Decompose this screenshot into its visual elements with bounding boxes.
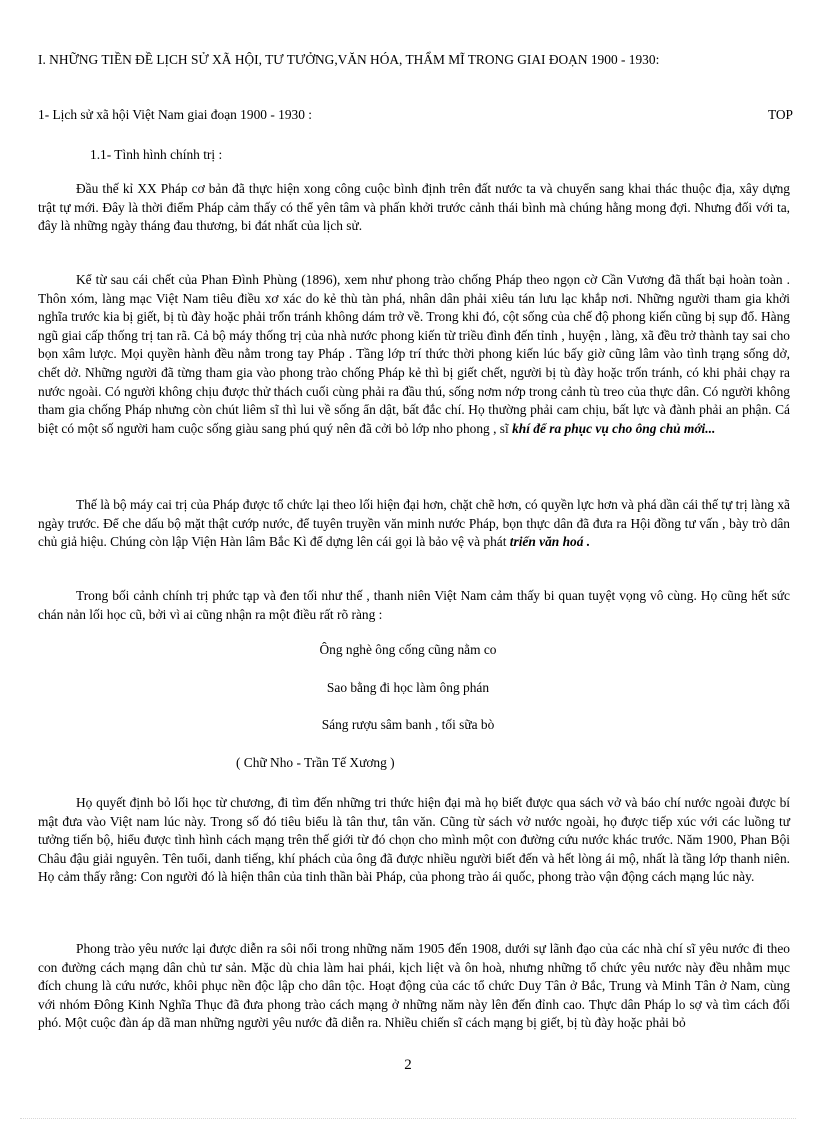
paragraph-4 bbox=[38, 587, 790, 624]
paragraph-2-text: Kể từ sau cái chết của Phan Đình Phùng (1896), xem như phong trào chống Pháp theo ngọn cờ Cần Vương đã thất bại hoàn toàn . Thôn xóm, làng mạc Việt Nam tiêu điều xơ xác do kẻ thù tàn phá, nhân dân phải xiêu tán lưu lạc khắp nơi. Những người tham gia khởi nghĩa trước kia bị giết, bị tù đày hoặc phải trốn tránh không dám trở về. Trong khi đó, cột sống của chế độ phong kiến cũng bị sụp đổ. Hàng ngũ giai cấp thống trị tan rã. Cả bộ máy thống trị của nhà nước phong kiến từ triều đình đến tỉnh , huyện , làng, xã đều trở thành tay sai cho bọn xâm lược. Mọi quyền hành đều nằm trong tay Pháp . Tầng lớp trí thức thời phong kiến lúc bấy giờ cũng lâm vào tình trạng sống dở, chết dở. Những người đã từng tham gia vào phong trào chống Pháp kẻ thì bị giết chết, người bị tù đày hoặc trốn tránh, có khi phải chạy ra nước ngoài. Có người không chịu được thử thách cuối cùng phải ra đầu thú, sống nơm nớp trong cảnh tù treo của thực dân. Có người không tham gia chống Pháp nhưng còn chút liêm sĩ thì lui về sống ẩn dật, bất đắc chí. Họ thường phải cam chịu, bất lực và đành phải an phận. Cá biệt có một số người ham cuộc sống giàu sang phú quý nên đã cởi bỏ lớp nho phong , sĩ bbox=[38, 272, 790, 436]
paragraph-5 bbox=[38, 794, 790, 887]
paragraph-6 bbox=[38, 940, 790, 1033]
paragraph-3 bbox=[38, 496, 790, 552]
paragraph-1 bbox=[38, 180, 790, 236]
poem-citation: ( Chữ Nho - Trần Tế Xương ) bbox=[236, 755, 395, 770]
poem-line-1: Ông nghè ông cống cũng nằm co bbox=[319, 642, 497, 657]
section-heading: I. NHỮNG TIỀN ĐỀ LỊCH SỬ XÃ HỘI, TƯ TƯỞNG,VĂN HÓA, THẨM MĨ TRONG GIAI ĐOẠN 1900 - 1930: bbox=[38, 52, 660, 67]
page-bottom-divider bbox=[20, 1118, 796, 1119]
paragraph-5-text: Họ quyết định bỏ lối học từ chương, đi tìm đến những tri thức hiện đại mà họ biết được qua sách vở và báo chí nước ngoài được bí mật đưa vào Việt nam lúc này. Trong số đó tiêu biểu là tân thư, tân văn. Cũng từ sách vở nước ngoài, họ được tiếp xúc với các luồng tư tưởng tiến bộ, hiểu được tình hình cách mạng trên thế giới từ đó chọn cho mình một con đường cứu nước khác trước. Năm 1900, Phan Bội Châu đậu giải nguyên. Tên tuổi, danh tiếng, khí phách của ông đã được nhiều người biết đến và hết lòng ái mộ, nhất là tầng lớp thanh niên. Họ cảm thấy rằng: Con người đó là hiện thân của tinh thần bài Pháp, của phong trào ái quốc, phong trào vận động cách mạng lúc này. bbox=[38, 795, 790, 885]
paragraph-2-emphasis: khí để ra phục vụ cho ông chủ mới... bbox=[512, 420, 716, 436]
poem-line-2: Sao bằng đi học làm ông phán bbox=[326, 680, 490, 695]
paragraph-1-text: Đầu thế kỉ XX Pháp cơ bản đã thực hiện xong công cuộc bình định trên đất nước ta và chuyển sang khai thác thuộc địa, xây dựng trật tự mới. Đây là thời điểm Pháp cảm thấy có thể yên tâm và phấn khởi trước cảnh thái bình mà chúng hằng mong đợi. Nhưng đối với ta, đây là những ngày tháng đau thương, bi đát nhất của lịch sử. bbox=[38, 181, 790, 234]
subsection-title: 1- Lịch sử xã hội Việt Nam giai đoạn 1900 - 1930 : bbox=[38, 107, 312, 122]
paragraph-2 bbox=[38, 271, 790, 438]
paragraph-3-emphasis: triển văn hoá . bbox=[509, 534, 591, 550]
paragraph-3-text: Thế là bộ máy cai trị của Pháp được tổ chức lại theo lối hiện đại hơn, chặt chẽ hơn, có quyền lực hơn và phá dần cái thế tự trị làng xã ngày trước. Để che dấu bộ mặt thật cướp nước, để tuyên truyền văn minh nước Pháp, bọn thực dân đã đưa ra Hội đồng tư vấn , bày trò dân chủ giả hiệu. Chúng còn lập Viện Hàn lâm Bắc Kì để dựng lên cái gọi là bảo vệ và phát bbox=[38, 497, 790, 550]
subsection-heading-1 bbox=[38, 106, 793, 125]
paragraph-6-text: Phong trào yêu nước lại được diễn ra sôi nổi trong những năm 1905 đến 1908, dưới sự lãnh đạo của các nhà chí sĩ yêu nước đi theo con đường cách mạng dân chủ tư sản. Mặc dù chia làm hai phái, kịch liệt và ôn hoà, nhưng những tổ chức yêu nước này đều nhằm mục đích chung là cứu nước, khôi phục nền độc lập cho dân tộc. Hoạt động của các tổ chức Duy Tân ở Bắc, Trung và Minh Tân ở Nam, cùng với nhóm Đông Kinh Nghĩa Thục đã đưa phong trào cách mạng ở những năm này lên đến đỉnh cao. Thực dân Pháp lo sợ và tìm cách đối phó. Một cuộc đàn áp dã man những người yêu nước đã diễn ra. Nhiều chiến sĩ cách mạng bị giết, bị tù đày hoặc phải bỏ bbox=[38, 941, 790, 1031]
poem-line-3: Sáng rượu sâm banh , tối sữa bò bbox=[321, 717, 495, 732]
paragraph-4-text: Trong bối cảnh chính trị phức tạp và đen tối như thế , thanh niên Việt Nam cảm thấy bi quan tuyệt vọng vô cùng. Họ cũng hết sức chán nản lối học cũ, bởi vì ai cũng nhận ra một điều rất rõ ràng : bbox=[38, 588, 790, 622]
subsection-heading-1-1: 1.1- Tình hình chính trị : bbox=[90, 147, 223, 162]
top-link[interactable]: TOP bbox=[767, 107, 793, 122]
page-number: 2 bbox=[404, 1057, 412, 1073]
